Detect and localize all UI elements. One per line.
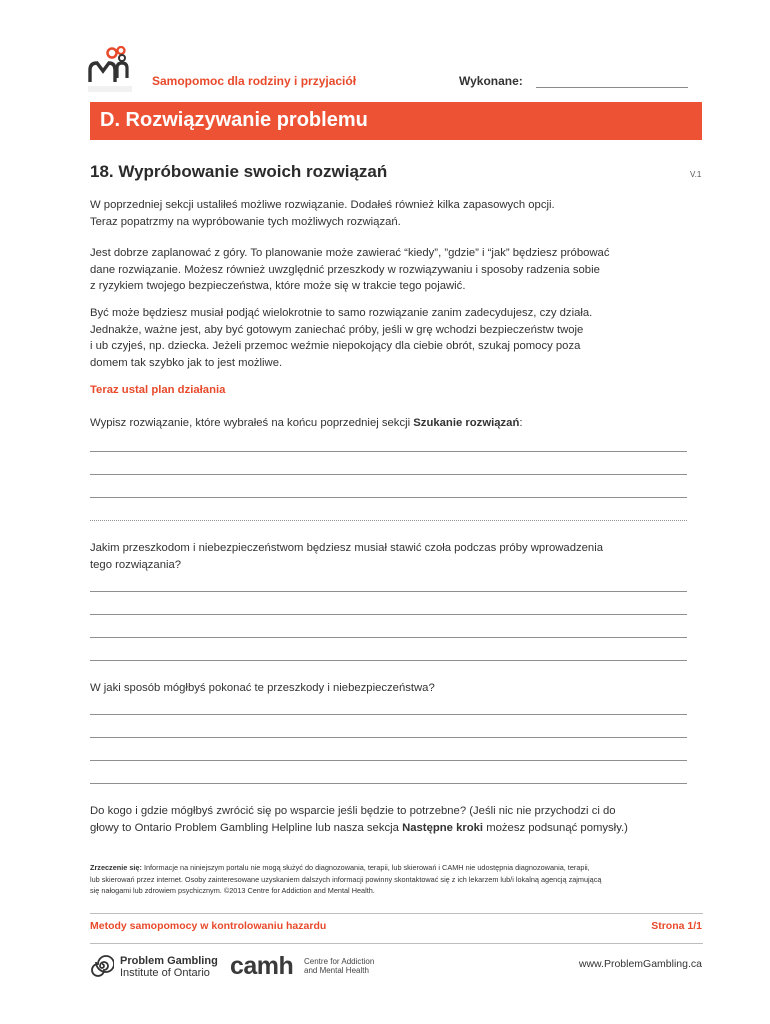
intro-paragraph-1 <box>90 197 690 230</box>
camh-wordmark: camh <box>230 952 294 980</box>
answer-line[interactable] <box>90 451 687 452</box>
disclaimer <box>90 862 690 897</box>
website-link[interactable]: www.ProblemGambling.ca <box>578 958 702 970</box>
answer-line[interactable] <box>90 714 687 715</box>
intro-paragraph-3 <box>90 305 690 371</box>
footer-series-title: Metody samopomocy w kontrolowaniu hazardu <box>90 920 327 932</box>
footer-divider <box>90 943 703 944</box>
paragraph-line: Być może będziesz musiał podjąć wielokrotnie to samo rozwiązanie zanim zadecydujesz, czy działa. <box>90 307 593 319</box>
disclaimer-text: lub skierowań przez internet. Osoby zainteresowane uzyskaniem dalszych informacji powinny skontaktować się z ich lekarzem lub/i lokalną agencją zajmującą <box>90 874 602 884</box>
question-1 <box>90 415 690 432</box>
chapter-title: D. Rozwiązywanie problemu <box>100 109 368 131</box>
question-text-line-2 <box>90 820 690 837</box>
question-4 <box>90 803 690 836</box>
family-logo-icon <box>86 46 134 88</box>
question-text: głowy to Ontario Problem Gambling Helpline lub nasza sekcja <box>90 821 403 834</box>
paragraph-line: W poprzedniej sekcji ustaliłeś możliwe rozwiązanie. Dodałeś również kilka zapasowych opcji. <box>90 199 555 211</box>
answer-line[interactable] <box>90 760 687 761</box>
camh-tagline: and Mental Health <box>304 966 369 975</box>
action-plan-heading: Teraz ustal plan działania <box>90 384 226 396</box>
question-bold-text: Szukanie rozwiązań <box>413 417 520 429</box>
problem-gambling-logo <box>90 952 220 982</box>
paragraph-line: i ub czyjeś, np. dziecka. Jeżeli przemoc weźmie niepokojący dla ciebie obrót, szukaj pomocy poza <box>90 340 581 352</box>
page-number: Strona 1/1 <box>651 920 702 932</box>
answer-line[interactable] <box>90 737 687 738</box>
answer-line[interactable] <box>90 497 687 498</box>
version-label: V.1 <box>690 170 702 179</box>
paragraph-line: Jest dobrze zaplanować z góry. To planowanie może zawierać “kiedy”, ”gdzie” i “jak” będziesz próbować <box>90 247 610 259</box>
pg-logo-sub: Institute of Ontario <box>120 967 210 979</box>
intro-paragraph-2 <box>90 245 690 295</box>
question-bold-text: Następne kroki <box>402 821 484 834</box>
paragraph-line: domem tak szybko jak to jest możliwe. <box>90 356 283 369</box>
disclaimer-text: Informacje na niniejszym portalu nie mogą służyć do diagnozowania, terapii, lub skierowań i CAMH nie udostępnia diagnozowania, terapii, <box>141 863 590 872</box>
answer-line[interactable] <box>90 474 687 475</box>
footer-divider <box>90 913 703 914</box>
swirl-icon <box>90 954 114 978</box>
camh-logo <box>230 952 380 982</box>
paragraph-line: z ryzykiem twojego bezpieczeństwa, które może się w trakcie tego pojawić. <box>90 280 466 292</box>
disclaimer-line-1 <box>90 862 690 874</box>
answer-line[interactable] <box>90 614 687 615</box>
question-text: tego rozwiązania? <box>90 558 182 571</box>
paragraph-line: dane rozwiązanie. Możesz również uwzględnić przeszkody w rozwiązywaniu i sposoby radzenia sobie <box>90 263 600 276</box>
question-text: Do kogo i gdzie mógłbyś zwrócić się po wsparcie jeśli będzie to potrzebne? (Jeśli nic nie przychodzi ci do <box>90 805 616 817</box>
answer-line[interactable] <box>90 591 687 592</box>
paragraph-line: Jednakże, ważne jest, aby być gotowym zaniechać próby, jeśli w grę wchodzi bezpieczeństw twoje <box>90 323 584 336</box>
question-text: możesz podsunąć pomysły.) <box>483 821 628 834</box>
chapter-banner <box>90 102 702 140</box>
disclaimer-text: się nałogami lub zdrowiem psychicznym. ©2013 Centre for Addiction and Mental Health. <box>90 886 375 895</box>
answer-line[interactable] <box>90 637 687 638</box>
question-text: : <box>519 417 523 429</box>
disclaimer-label: Zrzeczenie się: <box>90 863 142 872</box>
paragraph-line: Teraz popatrzmy na wypróbowanie tych możliwych rozwiązań. <box>90 215 401 228</box>
answer-line[interactable] <box>90 783 687 784</box>
section-title: 18. Wypróbowanie swoich rozwiązań <box>90 162 388 181</box>
question-text: Jakim przeszkodom i niebezpieczeństwom będziesz musiał stawić czoła podczas próby wprowadzenia <box>90 542 603 554</box>
question-3 <box>90 680 690 697</box>
completed-label: Wykonane: <box>459 74 523 88</box>
logo-underline <box>88 86 132 92</box>
answer-line[interactable] <box>90 520 687 521</box>
camh-tagline: Centre for Addiction <box>304 957 375 966</box>
completed-field[interactable] <box>536 87 688 88</box>
answer-line[interactable] <box>90 660 687 661</box>
question-2 <box>90 540 690 573</box>
pg-logo-name: Problem Gambling <box>120 955 218 967</box>
question-text: Wypisz rozwiązanie, które wybrałeś na końcu poprzedniej sekcji <box>90 417 414 429</box>
header-subtitle: Samopomoc dla rodziny i przyjaciół <box>152 74 357 88</box>
question-text: W jaki sposób mógłbyś pokonać te przeszkody i niebezpieczeństwa? <box>90 682 435 694</box>
